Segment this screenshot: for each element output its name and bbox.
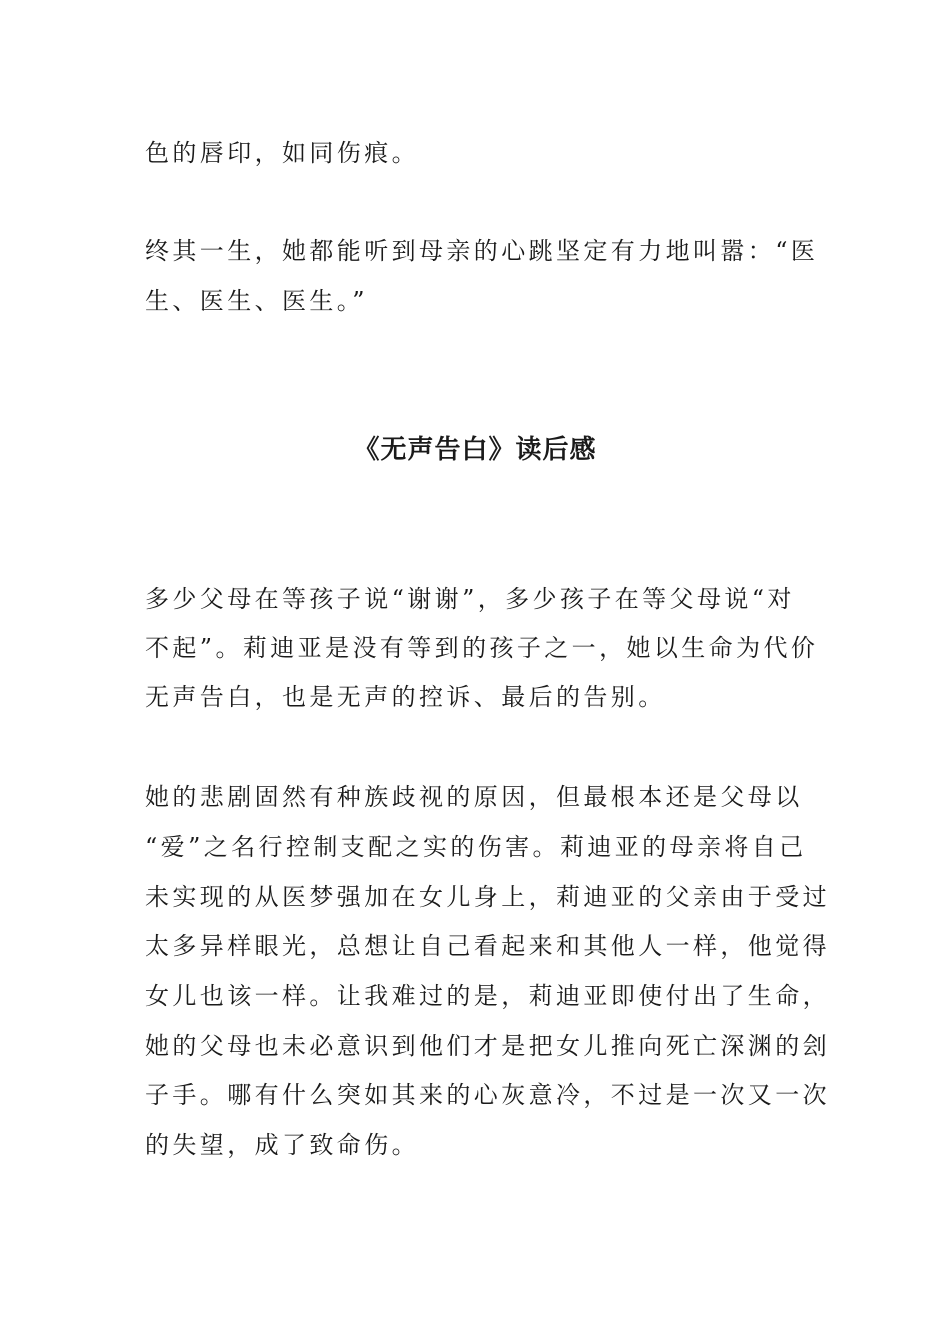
paragraph-line: 未实现的从医梦强加在女儿身上，莉迪亚的父亲由于受过: [145, 883, 830, 911]
paragraph-line: 终其一生，她都能听到母亲的心跳坚定有力地叫嚣：“医: [145, 237, 819, 265]
paragraph-line: 女儿也该一样。让我难过的是，莉迪亚即使付出了生命，: [145, 982, 830, 1010]
paragraph-line: 生、医生、医生。”: [145, 287, 368, 315]
paragraph-line: 子手。哪有什么突如其来的心灰意冷，不过是一次又一次: [145, 1081, 830, 1109]
paragraph-line: 色的唇印，如同伤痕。: [145, 139, 419, 167]
paragraph-line: 不起”。莉迪亚是没有等到的孩子之一，她以生命为代价: [145, 634, 819, 662]
paragraph-line: 的失望，成了致命伤。: [145, 1131, 419, 1159]
article-title: 《无声告白》读后感: [353, 435, 597, 465]
paragraph-line: “爱”之名行控制支配之实的伤害。莉迪亚的母亲将自己: [145, 833, 807, 861]
paragraph-line: 无声告白，也是无声的控诉、最后的告别。: [145, 683, 666, 711]
paragraph-line: 太多异样眼光，总想让自己看起来和其他人一样，他觉得: [145, 932, 830, 960]
paragraph-line: 多少父母在等孩子说“谢谢”，多少孩子在等父母说“对: [145, 585, 795, 613]
paragraph-line: 她的父母也未必意识到他们才是把女儿推向死亡深渊的刽: [145, 1032, 830, 1060]
paragraph-line: 她的悲剧固然有种族歧视的原因，但最根本还是父母以: [145, 783, 803, 811]
